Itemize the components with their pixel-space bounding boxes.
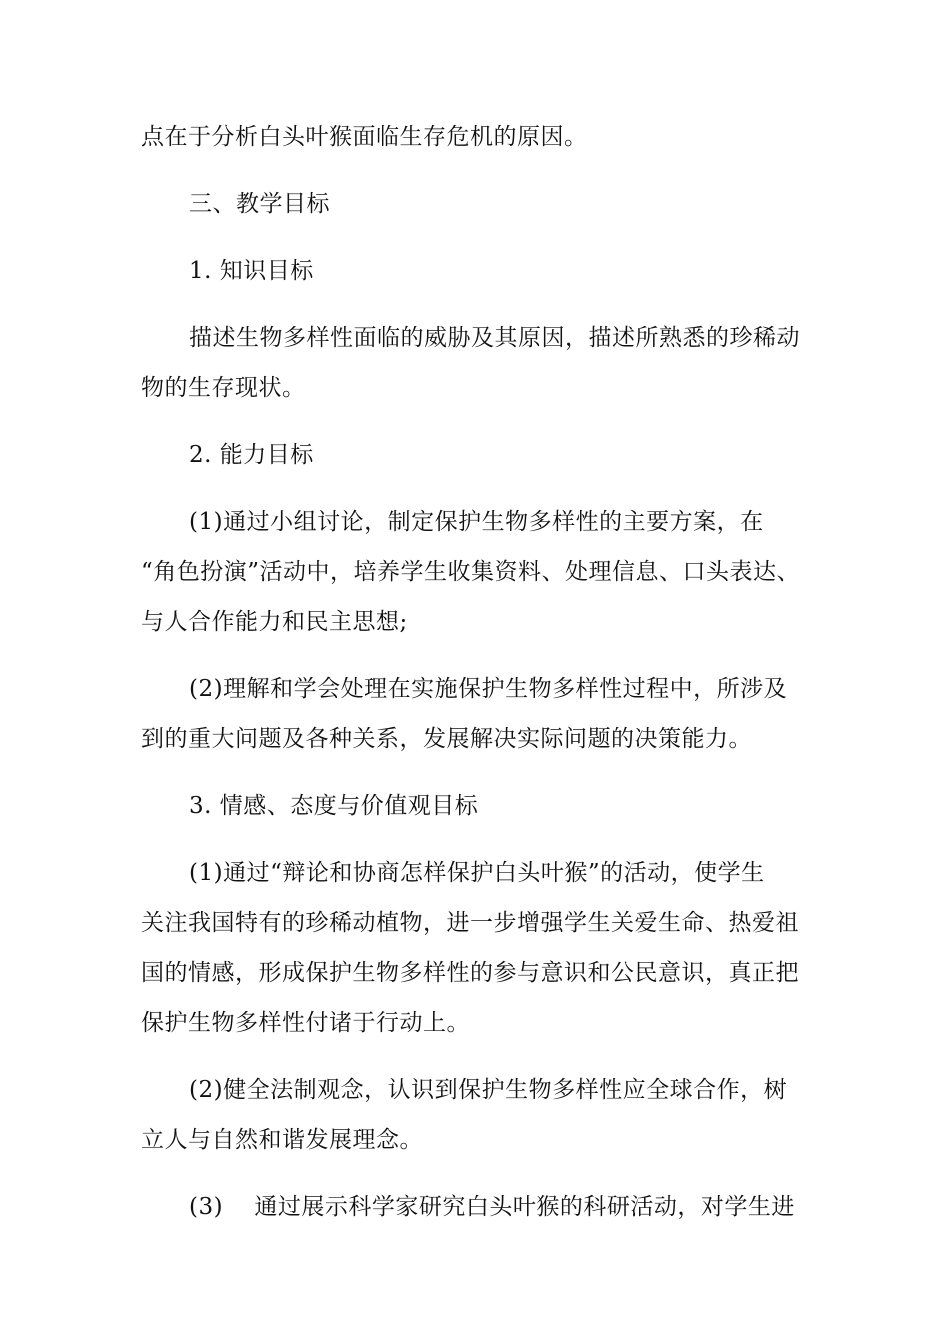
paragraph-line: 到的重大问题及各种关系，发展解决实际问题的决策能力。 xyxy=(141,726,752,752)
subsection-heading: 3. 情感、态度与价值观目标 xyxy=(189,793,479,819)
paragraph-line: (3) 通过展示科学家研究白头叶猴的科研活动，对学生进 xyxy=(189,1194,795,1220)
paragraph-line: “角色扮演”活动中，培养学生收集资料、处理信息、口头表达、 xyxy=(141,559,801,585)
paragraph-line: 国的情感，形成保护生物多样性的参与意识和公民意识，真正把 xyxy=(141,960,799,986)
subsection-heading: 1. 知识目标 xyxy=(189,258,314,284)
paragraph-line: (1)通过小组讨论，制定保护生物多样性的主要方案，在 xyxy=(189,509,764,535)
paragraph-line: 关注我国特有的珍稀动植物，进一步增强学生关爱生命、热爱祖 xyxy=(141,910,799,936)
paragraph-line: 立人与自然和谐发展理念。 xyxy=(141,1127,423,1153)
paragraph-line: 与人合作能力和民主思想; xyxy=(141,609,408,635)
paragraph-line: (2)健全法制观念，认识到保护生物多样性应全球合作，树 xyxy=(189,1077,788,1103)
paragraph-line: 保护生物多样性付诸于行动上。 xyxy=(141,1010,470,1036)
subsection-heading: 2. 能力目标 xyxy=(189,442,314,468)
paragraph-line: 描述生物多样性面临的威胁及其原因，描述所熟悉的珍稀动 xyxy=(189,325,800,351)
paragraph-line: 点在于分析白头叶猴面临生存危机的原因。 xyxy=(141,124,588,150)
paragraph-line: (1)通过“辩论和协商怎样保护白头叶猴”的活动，使学生 xyxy=(189,860,765,886)
paragraph-line: 物的生存现状。 xyxy=(141,375,306,401)
paragraph-line: (2)理解和学会处理在实施保护生物多样性过程中，所涉及 xyxy=(189,676,788,702)
section-heading: 三、教学目标 xyxy=(189,191,330,217)
